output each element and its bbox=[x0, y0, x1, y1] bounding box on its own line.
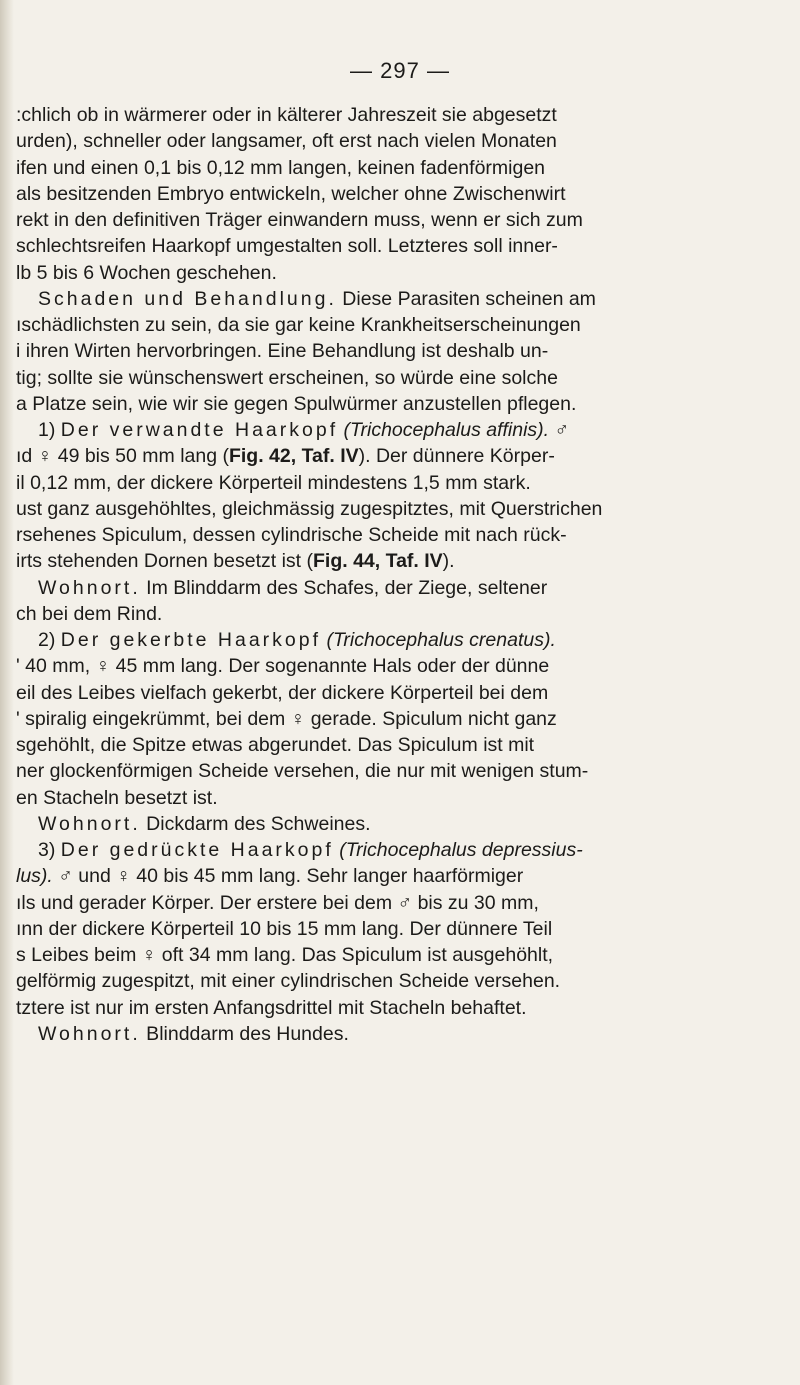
text-run: Wohnort. bbox=[38, 576, 141, 599]
text-run: lb 5 bis 6 Wochen geschehen. bbox=[16, 261, 277, 284]
text-run: Fig. 42, Taf. IV bbox=[228, 445, 359, 468]
text-run: Blinddarm des Hundes. bbox=[140, 1022, 349, 1045]
text-run: 3) bbox=[38, 839, 61, 861]
text-line bbox=[16, 942, 716, 968]
text-line bbox=[16, 863, 716, 889]
text-run: ıschädlichsten zu sein, da sie gar keine Krankheitserscheinungen bbox=[16, 314, 581, 336]
text-line bbox=[16, 260, 716, 286]
text-line bbox=[16, 391, 716, 417]
text-run: ♂ und ♀ 40 bis 45 mm lang. Sehr langer haarförmiger bbox=[52, 865, 524, 888]
text-run: il 0,12 mm, der dickere Körperteil mindestens 1,5 mm stark. bbox=[16, 471, 531, 494]
text-line bbox=[16, 128, 716, 154]
text-line bbox=[16, 207, 716, 233]
text-run: lus). bbox=[16, 865, 53, 888]
text-line bbox=[16, 286, 716, 312]
text-run: 1) bbox=[38, 419, 61, 441]
text-run: ust ganz ausgehöhltes, gleichmässig zugespitztes, mit Querstrichen bbox=[16, 497, 603, 520]
text-line bbox=[16, 365, 716, 391]
text-run: s Leibes beim ♀ oft 34 mm lang. Das Spiculum ist ausgehöhlt, bbox=[16, 944, 554, 966]
text-run: Schaden und Behandlung. bbox=[38, 287, 337, 310]
text-line bbox=[16, 496, 716, 522]
text-run: Dickdarm des Schweines. bbox=[140, 812, 371, 835]
text-line bbox=[16, 443, 716, 469]
text-line bbox=[16, 102, 716, 128]
text-run: irts stehenden Dornen besetzt ist ( bbox=[16, 550, 313, 573]
text-line bbox=[16, 548, 716, 574]
text-line bbox=[16, 1021, 716, 1047]
text-line bbox=[16, 758, 716, 784]
text-run: ). Der dünnere Körper- bbox=[358, 445, 555, 468]
text-run: gelförmig zugespitzt, mit einer cylindrischen Scheide versehen. bbox=[16, 970, 561, 993]
text-line bbox=[16, 653, 716, 679]
text-line bbox=[16, 995, 716, 1021]
text-line bbox=[16, 522, 716, 548]
text-run: Wohnort. bbox=[38, 812, 141, 835]
text-line bbox=[16, 968, 716, 994]
text-line bbox=[16, 837, 716, 863]
text-line bbox=[16, 575, 716, 601]
text-run: Diese Parasiten scheinen am bbox=[336, 287, 596, 310]
text-run: tig; sollte sie wünschenswert erscheinen, so würde eine solche bbox=[16, 366, 558, 389]
text-run: ner glockenförmigen Scheide versehen, die nur mit wenigen stum- bbox=[16, 760, 589, 783]
text-run: ifen und einen 0,1 bis 0,12 mm langen, keinen fadenförmigen bbox=[16, 156, 546, 179]
text-run: Im Blinddarm des Schafes, der Ziege, seltener bbox=[140, 576, 548, 599]
text-line bbox=[16, 338, 716, 364]
text-run: ' 40 mm, ♀ 45 mm lang. Der sogenannte Hals oder der dünne bbox=[16, 655, 550, 678]
text-run: ıd ♀ 49 bis 50 mm lang ( bbox=[16, 445, 229, 468]
text-run: Wohnort. bbox=[38, 1022, 141, 1045]
text-line bbox=[16, 890, 716, 916]
text-run: Der verwandte Haarkopf bbox=[60, 419, 339, 441]
text-run: Der gedrückte Haarkopf bbox=[60, 839, 334, 861]
text-run: rsehenes Spiculum, dessen cylindrische Scheide mit nach rück- bbox=[16, 524, 567, 546]
text-run: (Trichocephalus depressius- bbox=[339, 839, 583, 861]
text-line bbox=[16, 470, 716, 496]
text-run: ). bbox=[442, 550, 455, 573]
text-line bbox=[16, 627, 716, 653]
text-line bbox=[16, 680, 716, 706]
text-line bbox=[16, 155, 716, 181]
text-line bbox=[16, 601, 716, 627]
text-run: en Stacheln besetzt ist. bbox=[16, 786, 218, 809]
body-text bbox=[16, 102, 716, 1047]
text-run: Fig. 44, Taf. IV bbox=[313, 550, 443, 573]
text-line bbox=[16, 233, 716, 259]
text-line bbox=[16, 785, 716, 811]
text-run: ♂ bbox=[549, 419, 570, 441]
text-run: a Platze sein, wie wir sie gegen Spulwürmer anzustellen pflegen. bbox=[16, 392, 577, 415]
text-line bbox=[16, 706, 716, 732]
text-run: 2) bbox=[38, 629, 61, 651]
text-run: :chlich ob in wärmerer oder in kälterer Jahreszeit sie abgesetzt bbox=[16, 104, 557, 126]
text-run: Der gekerbte Haarkopf bbox=[60, 629, 322, 651]
text-run: i ihren Wirten hervorbringen. Eine Behandlung ist deshalb un- bbox=[16, 340, 549, 363]
text-line bbox=[16, 732, 716, 758]
text-run: (Trichocephalus crenatus). bbox=[326, 629, 556, 651]
text-run: tztere ist nur im ersten Anfangsdrittel mit Stacheln behaftet. bbox=[16, 996, 527, 1019]
text-run: als besitzenden Embryo entwickeln, welcher ohne Zwischenwirt bbox=[16, 182, 566, 205]
text-run: ıls und gerader Körper. Der erstere bei dem ♂ bis zu 30 mm, bbox=[16, 891, 539, 914]
text-line bbox=[16, 181, 716, 207]
text-run: ch bei dem Rind. bbox=[16, 602, 163, 625]
text-run: ' spiralig eingekrümmt, bei dem ♀ gerade. Spiculum nicht ganz bbox=[16, 707, 557, 730]
text-line bbox=[16, 312, 716, 338]
text-line bbox=[16, 916, 716, 942]
page-number: — 297 — bbox=[350, 58, 450, 83]
text-run: schlechtsreifen Haarkopf umgestalten soll. Letzteres soll inner- bbox=[16, 235, 558, 258]
text-run: sgehöhlt, die Spitze etwas abgerundet. Das Spiculum ist mit bbox=[16, 734, 535, 756]
text-line bbox=[16, 811, 716, 837]
text-run: eil des Leibes vielfach gekerbt, der dickere Körperteil bei dem bbox=[16, 681, 549, 704]
text-run: rekt in den definitiven Träger einwandern muss, wenn er sich zum bbox=[16, 209, 583, 231]
text-run: (Trichocephalus affinis). bbox=[343, 419, 550, 441]
text-run: urden), schneller oder langsamer, oft erst nach vielen Monaten bbox=[16, 130, 557, 153]
text-run: ınn der dickere Körperteil 10 bis 15 mm lang. Der dünnere Teil bbox=[16, 917, 553, 940]
text-line bbox=[16, 417, 716, 443]
